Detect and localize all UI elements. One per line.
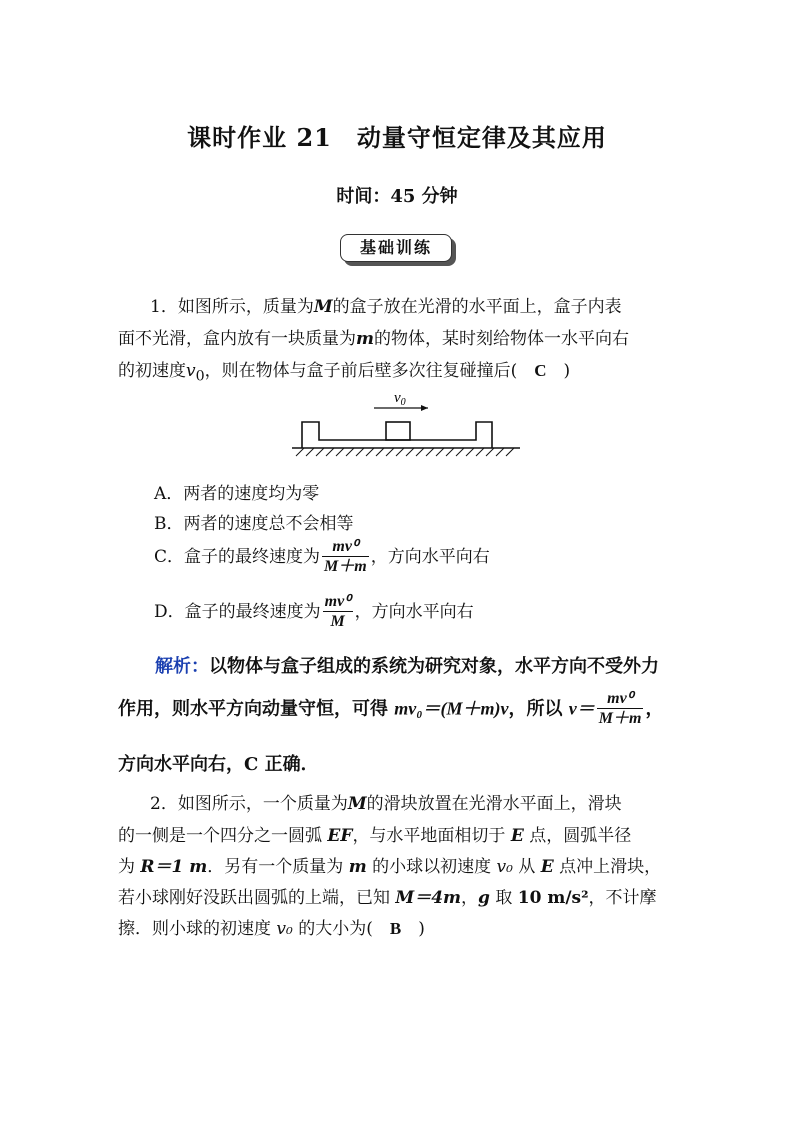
page-title: 课时作业 21 动量守恒定律及其应用 [187,123,607,152]
solution-line-3: 方向水平向右，C 正确． [118,754,319,775]
q2-line-4: 若小球刚好没跃出圆弧的上端，已知 M＝4m，g 取 10 m/s²，不计摩 [118,888,657,908]
time-limit: 时间：45 分钟 [336,186,458,207]
q2-answer: B [389,919,402,938]
section-badge-label: 基础训练 [340,234,452,262]
box-outline [302,422,492,448]
q2-line-2: 的一侧是一个四分之一圆弧 EF，与水平地面相切于 E 点，圆弧半径 [118,826,632,846]
solution-line-1: 解析：以物体与盒子组成的系统为研究对象，水平方向不受外力 [155,656,659,677]
q1-box-diagram [292,386,522,466]
q1-line-2: 面不光滑，盒内放有一块质量为m的物体，某时刻给物体一水平向右 [118,329,629,349]
q1-line-3: 的初速度$v_0$，则在物体与盒子前后壁多次往复碰撞后( C ) [118,361,571,385]
q1-option-b: B．两者的速度总不会相等 [154,514,354,534]
solution-line-2: 作用，则水平方向动量守恒，可得 mv₀＝(M＋m)v，所以 v＝ $\frac{\text{mv⁰}}{M+m}$ ， [118,690,664,727]
option-c-fraction: $\frac{\text{mv⁰}}{M+m}$ [324,538,367,575]
q1-option-a: A．两者的速度均为零 [154,484,320,504]
section-badge [340,234,456,266]
q2-line-1: 2．如图所示，一个质量为M的滑块放置在光滑水平面上，滑块 [150,794,622,814]
solution-label: 解析： [155,656,209,677]
solution-fraction: $\frac{\text{mv⁰}}{M+m}$ [598,690,642,727]
q1-line-1: 1．如图所示，质量为M的盒子放在光滑的水平面上，盒子内表 [150,297,622,317]
q1-option-c: C．盒子的最终速度为 $\frac{\text{mv⁰}}{M+m}$ ，方向水平向右 [154,538,490,575]
q1-option-d: D．盒子的最终速度为 $\frac{\text{mv⁰}}{M}$ ，方向水平向右 [154,593,474,630]
ground-hatching [296,448,514,456]
q2-line-3: 为 R＝1 m．另有一个质量为 m 的小球以初速度 v₀ 从 E 点冲上滑块， [118,857,662,877]
option-d-fraction: $\frac{\text{mv⁰}}{M}$ [324,593,351,630]
small-block [386,422,410,440]
velocity-label: $v_0$ [394,390,406,408]
q2-line-5: 擦．则小球的初速度 v₀ 的大小为( B ) [118,919,425,939]
velocity-arrow-head [421,405,428,411]
q1-answer: C [534,361,547,380]
